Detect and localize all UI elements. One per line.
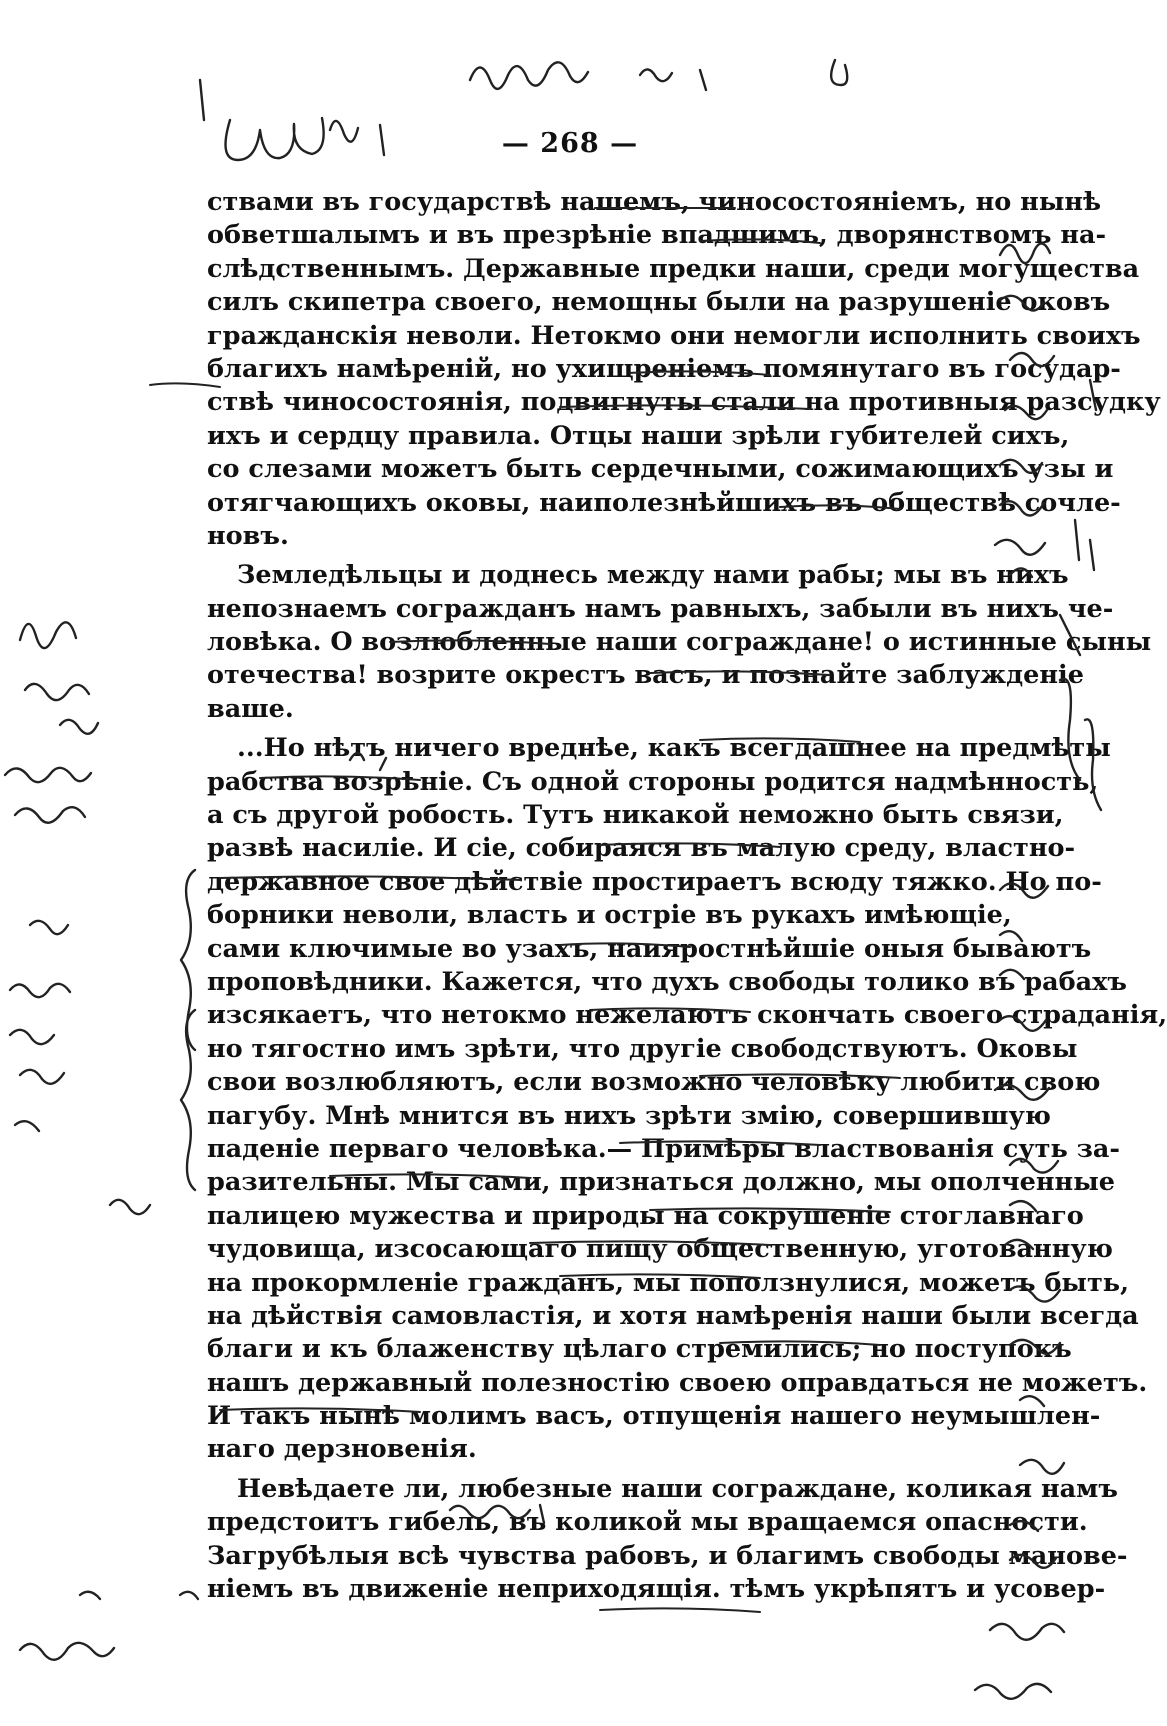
text-line: Загрубѣлыя всѣ чувства рабовъ, и благимъ свободы манове- bbox=[207, 1540, 1128, 1571]
text-line: силъ скипетра своего, немощны были на разрушеніе оковъ bbox=[207, 287, 1111, 318]
text-line: ваше. bbox=[207, 693, 294, 724]
text-line: новъ. bbox=[207, 520, 289, 551]
text-line: гражданскія неволи. Нетокмо они немогли исполнить своихъ bbox=[207, 320, 1141, 351]
text-line: пагубу. Мнѣ мнится въ нихъ зрѣти змію, совершившую bbox=[207, 1100, 1051, 1131]
paragraph bbox=[207, 186, 1161, 553]
text-line: благи и къ блаженству цѣлаго стремились; но поступокъ bbox=[207, 1334, 1072, 1365]
text-line: проповѣдники. Кажется, что духъ свободы толико въ рабахъ bbox=[207, 966, 1127, 997]
text-line: ствами въ государствѣ нашемъ, чиносостояніемъ, но нынѣ bbox=[207, 187, 1102, 217]
text-line: чудовища, изсосающаго пищу общественную, уготованную bbox=[207, 1234, 1113, 1265]
text-line: предстоитъ гибель, въ коликой мы вращаемся опасности. bbox=[207, 1507, 1088, 1538]
text-line: развѣ насиліе. И сіе, собираяся въ малую среду, властно- bbox=[207, 833, 1076, 864]
text-line: на прокормленіе гражданъ, мы поползнулися, можетъ быть, bbox=[207, 1267, 1129, 1298]
text-line: Земледѣльцы и доднесь между нами рабы; мы въ нихъ bbox=[237, 560, 1069, 591]
text-line: а съ другой робость. Тутъ никакой неможно быть связи, bbox=[207, 800, 1064, 831]
text-line: державное свое дѣйствіе простираетъ всюду тяжко. Но по- bbox=[207, 866, 1102, 897]
text-line: обветшалымъ и въ презрѣніе впадшимъ, дворянствомъ на- bbox=[207, 220, 1107, 251]
text-line: И такъ нынѣ молимъ васъ, отпущенія нашего неумышлен- bbox=[207, 1401, 1101, 1432]
paragraph bbox=[207, 1473, 1128, 1607]
text-line: палицею мужества и природы на сокрушеніе стоглавнаго bbox=[207, 1200, 1084, 1231]
text-line: Невѣдаете ли, любезные наши сограждане, коликая намъ bbox=[237, 1473, 1118, 1504]
paragraph bbox=[207, 732, 1167, 1467]
text-line: нашъ державный полезностію своею оправдаться не можетъ. bbox=[207, 1367, 1148, 1398]
text-line: разительны. Мы сами, признаться должно, мы ополченные bbox=[207, 1167, 1116, 1198]
text-line: изсякаетъ, что нетокмо нежелаютъ скончать своего страданія, bbox=[207, 1000, 1167, 1031]
page-number: — 268 — bbox=[501, 128, 639, 159]
text-line: непознаемъ согражданъ намъ равныхъ, забыли въ нихъ че- bbox=[207, 593, 1114, 624]
text-line: наго дерзновенія. bbox=[207, 1434, 477, 1465]
text-line: отягчающихъ оковы, наиполезнѣйшихъ въ обществѣ сочле- bbox=[207, 487, 1121, 518]
text-line: на дѣйствія самовластія, и хотя намѣренія наши были всегда bbox=[207, 1300, 1139, 1331]
text-line: свои возлюбляютъ, если возможно человѣку любити свою bbox=[207, 1067, 1101, 1098]
text-line: слѣдственнымъ. Державные предки наши, среди могущества bbox=[207, 253, 1140, 284]
text-line: борники неволи, власть и остріе въ рукахъ имѣющіе, bbox=[207, 900, 1012, 931]
text-line: ихъ и сердцу правила. Отцы наши зрѣли губителей сихъ, bbox=[207, 420, 1070, 451]
text-line: отечества! возрите окрестъ васъ, и познайте заблужденіе bbox=[207, 660, 1084, 691]
body-text bbox=[207, 186, 1167, 1606]
text-line: паденіе перваго человѣка.— Примѣры властвованія суть за- bbox=[207, 1133, 1121, 1164]
text-line: но тягостно имъ зрѣти, что другіе свободствуютъ. Оковы bbox=[207, 1033, 1078, 1064]
text-line: ствѣ чиносостоянія, подвигнуты стали на противныя разсудку bbox=[207, 387, 1161, 418]
text-line: со слезами можетъ быть сердечными, сожимающихъ узы и bbox=[207, 454, 1114, 485]
text-line: ловѣка. О возлюбленные наши сограждане! о истинные сыны bbox=[207, 627, 1152, 658]
text-line: благихъ намѣреній, но ухищреніемъ помянутаго въ государ- bbox=[207, 353, 1121, 384]
text-line: ніемъ въ движеніе неприходящія. тѣмъ укрѣпятъ и усовер- bbox=[207, 1574, 1106, 1605]
text-line: ...Но нѣтъ ничего вреднѣе, какъ всегдашнее на предмѣты bbox=[237, 733, 1111, 764]
text-line: рабства возрѣніе. Съ одной стороны родится надмѣнность, bbox=[207, 766, 1099, 797]
text-line: сами ключимые во узахъ, наияростнѣйшіе оныя бываютъ bbox=[207, 933, 1092, 964]
paragraph bbox=[207, 559, 1152, 726]
